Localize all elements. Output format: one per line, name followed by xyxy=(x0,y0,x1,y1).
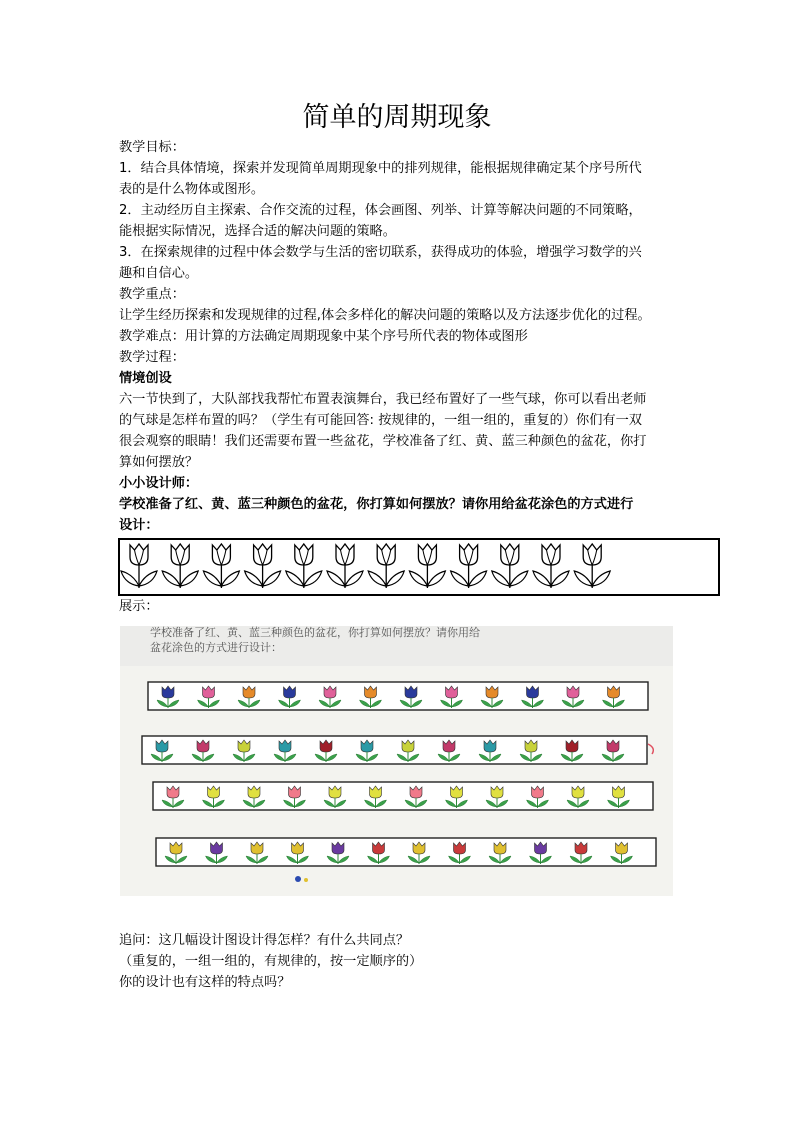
objective-3-line-2: 趣和自信心。 xyxy=(119,266,199,281)
tulip-outline xyxy=(286,544,322,588)
followup-line-1: 追问：这几幅设计图设计得怎样？有什么共同点？ xyxy=(119,933,410,948)
designer-task-line-2: 设计： xyxy=(119,518,159,533)
tulip-outline xyxy=(533,544,569,588)
objective-1-line-2: 表的是什么物体或图形。 xyxy=(119,182,265,197)
tulip-outline xyxy=(492,544,528,588)
design-row xyxy=(142,736,647,764)
key-point-heading: 教学重点： xyxy=(119,287,185,302)
objective-3-line-1: 3．在探索规律的过程中体会数学与生活的密切联系，获得成功的体验，增强学习数学的兴 xyxy=(119,245,642,260)
objectives-heading: 教学目标： xyxy=(119,140,185,155)
difficulty-text: 教学难点：用计算的方法确定周期现象中某个序号所代表的物体或图形 xyxy=(119,329,528,344)
section-designer-heading: 小小设计师： xyxy=(119,476,199,491)
student-designs-drawing xyxy=(120,626,673,896)
objective-2-line-1: 2．主动经历自主探索、合作交流的过程，体会画图、列举、计算等解决问题的不同策略， xyxy=(119,203,642,218)
situation-para-line-2: 的气球是怎样布置的吗？（学生有可能回答: 按规律的，一组一组的，重复的）你们有一双 xyxy=(119,413,642,428)
show-label: 展示： xyxy=(119,599,159,614)
tulip-outline xyxy=(245,544,281,588)
tulip-row-drawing xyxy=(120,540,718,594)
tulip-outline xyxy=(121,544,157,588)
student-designs-photo xyxy=(120,626,673,896)
photo-text-line-2: 盆花涂色的方式进行设计： xyxy=(150,641,282,654)
tulip-outline xyxy=(451,544,487,588)
objective-1-line-1: 1．结合具体情境，探索并发现简单周期现象中的排列规律，能根据规律确定某个序号所代 xyxy=(119,161,642,176)
tulip-outline xyxy=(327,544,363,588)
followup-line-2: （重复的，一组一组的，有规律的，按一定顺序的） xyxy=(119,954,423,969)
section-situation-heading: 情境创设 xyxy=(119,371,172,386)
tulip-coloring-box xyxy=(118,538,720,596)
objective-2-line-2: 能根据实际情况，选择合适的解决问题的策略。 xyxy=(119,224,396,239)
tulip-outline xyxy=(409,544,445,588)
process-heading: 教学过程： xyxy=(119,350,185,365)
followup-line-3: 你的设计也有这样的特点吗？ xyxy=(119,975,291,990)
tulip-outline xyxy=(574,544,610,588)
tulip-outline xyxy=(162,544,198,588)
photo-text-line-1: 学校准备了红、黄、蓝三种颜色的盆花，你打算如何摆放？请你用给 xyxy=(150,626,480,639)
design-row xyxy=(148,682,648,710)
tulip-outline xyxy=(203,544,239,588)
situation-para-line-4: 算如何摆放？ xyxy=(119,455,199,470)
designer-task-line-1: 学校准备了红、黄、蓝三种颜色的盆花，你打算如何摆放？请你用给盆花涂色的方式进行 xyxy=(119,497,634,512)
design-row xyxy=(153,782,653,810)
tulip-outline xyxy=(368,544,404,588)
key-point-text: 让学生经历探索和发现规律的过程,体会多样化的解决问题的策略以及方法逐步优化的过程。 xyxy=(119,308,651,323)
situation-para-line-1: 六一节快到了，大队部找我帮忙布置表演舞台，我已经布置好了一些气球，你可以看出老师 xyxy=(119,392,647,407)
design-row xyxy=(156,838,656,866)
situation-para-line-3: 很会观察的眼睛！我们还需要布置一些盆花，学校准备了红、黄、蓝三种颜色的盆花，你打 xyxy=(119,434,647,449)
page-title: 简单的周期现象 xyxy=(302,102,492,133)
